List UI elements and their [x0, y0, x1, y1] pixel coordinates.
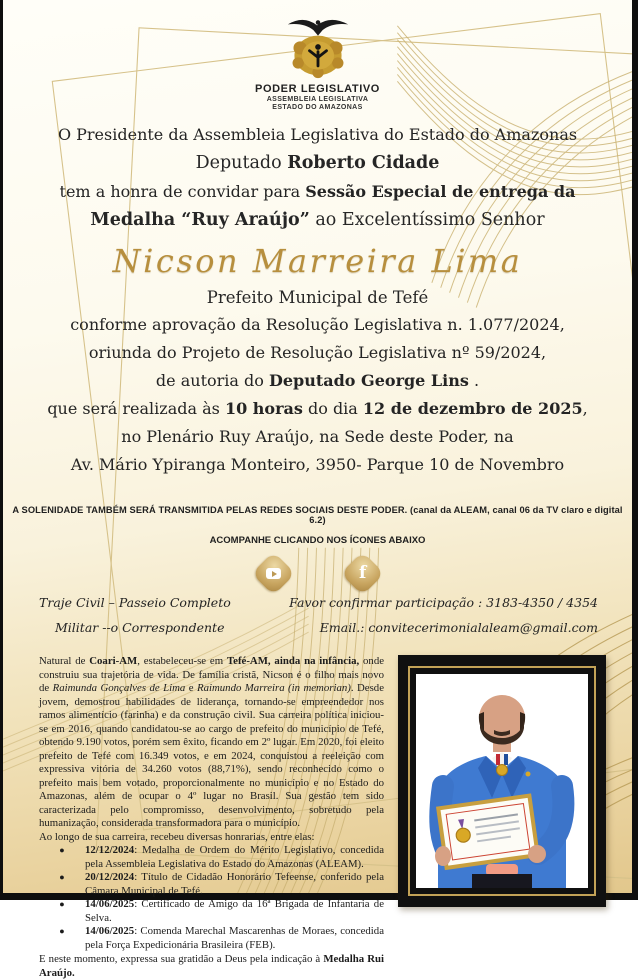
social-icons: [3, 558, 632, 589]
dress-code: [39, 595, 231, 645]
org-subname-2: ESTADO DO AMAZONAS: [272, 104, 363, 111]
bio-paragraph: Natural de Coari-AM, estabeleceu-se em Tefé-AM, ainda na infância, onde construiu sua trajetória de vida. De família cristã, Nicson é o filho mais novo de Raimunda Gonçalves de Lima e Raimundo Marreira (in memorian). Desde jovem, demostrou habilidades de liderança, tornando-se empreendedor nos ramos alimentício (farinha) e da construção civil. Sua carreira política iniciou-se em 2016, quando candidatou-se ao cargo de prefeito do município de Tefé, obtendo 9.190 votos, porém sem êxito, ficando em 2º lugar. Em 2020, foi eleito prefeito de Tefé com 16.349 votos, e em 2024, conquistou a reeleição com expressiva vitória de 34.260 votos (88,71%), sendo reconhecido como o prefeito mais bem votado, proporcionalmente no município e no Estado do Amazonas, além de ocupar o 4º lugar no Brasil. Sua gestão tem sido caracterizada pelo compromisso, desenvolvimento, sobretudo pela humanização, considerada transformadora para o município.: [39, 655, 385, 829]
honor-item: ● 12/12/2024: Medalha de Ordem do Mérito Legislativo, concedida pela Assembleia Legislativa do Estado do Amazonas (ALEAM).: [39, 844, 384, 871]
invitation-body: [3, 121, 632, 479]
rsvp-info: [289, 595, 598, 645]
biography-text: [39, 655, 384, 980]
line-author: de autoria do Deputado George Lins .: [155, 371, 480, 390]
bullet-icon: ●: [59, 872, 65, 882]
org-subname-1: ASSEMBLEIA LEGISLATIVA: [266, 96, 369, 103]
broadcast-note: A SOLENIDADE TAMBÉM SERÁ TRANSMITIDA PELAS REDES SOCIAIS DESTE PODER. (canal da ALEAM, canal 06 da TV claro e digital 6.2): [12, 505, 623, 525]
honor-item: ● 14/06/2025: Comenda Marechal Mascarenhas de Moraes, concedida pela Força Expedicionária Brasileira (FEB).: [39, 925, 384, 952]
line-project: oriunda do Projeto de Resolução Legislativa nº 59/2024,: [88, 343, 547, 362]
bio-section: [3, 645, 632, 980]
bullet-icon: ●: [59, 845, 65, 855]
rsvp-phone: Favor confirmar participação : 3183-4350 / 4354: [289, 595, 598, 610]
play-glyph: [271, 571, 276, 577]
bullet-icon: ●: [59, 899, 65, 909]
bullet-icon: ●: [59, 926, 65, 936]
honoree-portrait-illustration: [416, 674, 588, 888]
line-medal: Medalha “Ruy Araújo” ao Excelentíssimo Senhor: [90, 210, 545, 230]
line-address: Av. Mário Ypiranga Monteiro, 3950- Parque 10 de Novembro: [70, 455, 565, 474]
meta-section: [3, 589, 632, 645]
dress-civil: Traje Civil – Passeio Completo: [39, 595, 231, 610]
honor-item: ● 20/12/2024: Título de Cidadão Honorário Tefeense, conferido pela Câmara Municipal de Tefé.: [39, 871, 384, 898]
line-president: O Presidente da Assembleia Legislativa do Estado do Amazonas: [57, 125, 578, 144]
honoree-photo: [416, 674, 588, 888]
rsvp-email: Email.: convitecerimonialaleam@gmail.com: [319, 620, 598, 635]
honoree-photo-frame: [398, 655, 606, 907]
bio-honors-intro: Ao longo de sua carreira, recebeu diversas honrarias, entre elas:: [39, 830, 315, 843]
aleam-crest-icon: [275, 14, 361, 80]
honoree-name: Nicson Marreira Lima: [112, 242, 523, 280]
broadcast-cta: ACOMPANHE CLICANDO NOS ÍCONES ABAIXO: [209, 535, 426, 546]
org-name: PODER LEGISLATIVO: [255, 83, 380, 95]
photo-inner-border: [408, 666, 596, 896]
honoree-role: Prefeito Municipal de Tefé: [206, 288, 429, 307]
line-venue: no Plenário Ruy Araújo, na Sede deste Poder, na: [121, 427, 514, 446]
line-datetime: que será realizada às 10 horas do dia 12 de dezembro de 2025,: [47, 399, 588, 418]
bio-closing: E neste momento, expressa sua gratidão a Deus pela indicação à Medalha Rui Araújo.: [39, 953, 384, 979]
broadcast-section: [3, 505, 632, 589]
facebook-icon[interactable]: f: [340, 552, 384, 596]
line-deputy: Deputado Roberto Cidade: [195, 153, 440, 173]
header: [3, 0, 632, 111]
line-honor: tem a honra de convidar para Sessão Especial de entrega da: [59, 182, 576, 201]
honor-item: ● 14/06/2025: Certificado de Amigo da 16ª Brigada de Infantaria de Selva.: [39, 898, 384, 925]
dress-military: Militar --o Correspondente: [55, 620, 225, 635]
line-resolution: conforme aprovação da Resolução Legislativa n. 1.077/2024,: [70, 315, 565, 334]
